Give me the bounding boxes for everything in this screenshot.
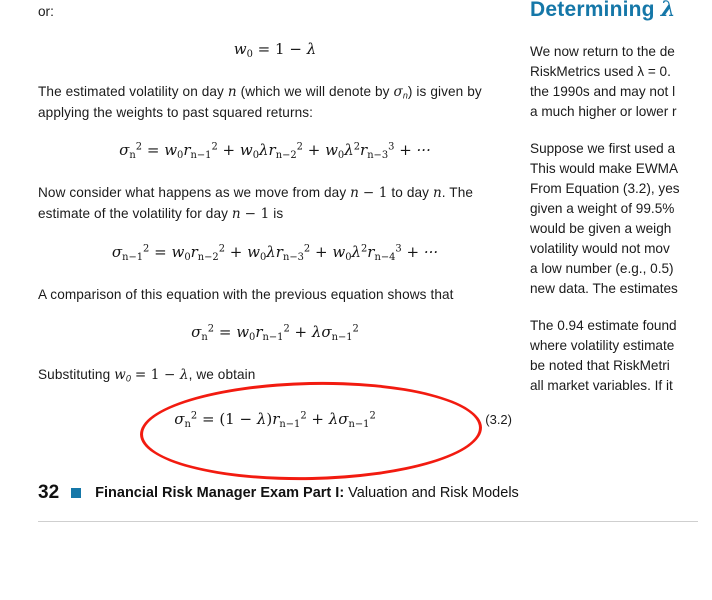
equation-3-2-row: [38, 410, 512, 430]
right-paragraph-1: We now return to the de RiskMetrics used λ = 0. the 1990s and may not l a much higher or lower r: [530, 44, 677, 119]
column-divider: [518, 0, 519, 470]
equation-sigma-n-minus-1: $\sigma_{n-1}^2 = w_0r_{n-2}^2 + w_0\lambda r_{n-3}^2 + w_0\lambda^2r_{n-4}^3$ + ···: [111, 242, 439, 263]
footer-rule: [38, 521, 698, 522]
footer-page-number: 32: [38, 482, 60, 503]
page-footer: [38, 482, 698, 504]
paragraph-day-shift: Now consider what happens as we move from day n − 1 to day n. The estimate of the volatility for day n − 1 is: [38, 184, 474, 222]
intro-label: or:: [38, 4, 54, 19]
left-text-column: [38, 0, 512, 430]
paragraph-comparison: A comparison of this equation with the previous equation shows that: [38, 286, 454, 302]
right-text-column: [530, 0, 712, 396]
footer-title-bold: Financial Risk Manager Exam Part I:: [95, 485, 345, 501]
section-heading-symbol: λ: [660, 0, 676, 21]
equation-comparison-result: $\sigma_n^2 = w_0r_{n-1}^2 + \lambda\sigma_{n-1}^2$: [191, 322, 359, 343]
right-paragraph-3: The 0.94 estimate found where volatility estimate be noted that RiskMetri all market variables. If it: [530, 317, 677, 393]
footer-title-rest: Valuation and Risk Models: [344, 485, 519, 501]
equation-w0: $w_0 = 1 - \lambda$: [233, 39, 317, 60]
equation-3-2: $\sigma_n^2 = (1 - \lambda)r_{n-1}^2 + \lambda\sigma_{n-1}^2$: [174, 409, 376, 430]
equation-sigma-n: $\sigma_n^2 = w_0r_{n-1}^2 + w_0\lambda r_{n-2}^2 + w_0\lambda^2r_{n-3}^3$ + ···: [119, 140, 431, 161]
footer-square-marker: [71, 488, 81, 498]
paragraph-volatility-definition: The estimated volatility on day n (which we will denote by σn) is given by applying the weights to past squared returns:: [38, 83, 482, 120]
section-heading-text: Determining: [530, 0, 661, 21]
equation-3-2-number: (3.2): [485, 411, 512, 427]
paragraph-substitution: Substituting w0 = 1 − λ, we obtain: [38, 366, 256, 384]
section-heading: [530, 0, 712, 22]
footer-title: [95, 485, 519, 501]
right-paragraph-2: Suppose we first used a This would make EWMA From Equation (3.2), yes given a weight of 99.5% would be given a weigh volatility would not mov a low number (e.g., 0.5) new data. The estimates: [530, 140, 680, 296]
